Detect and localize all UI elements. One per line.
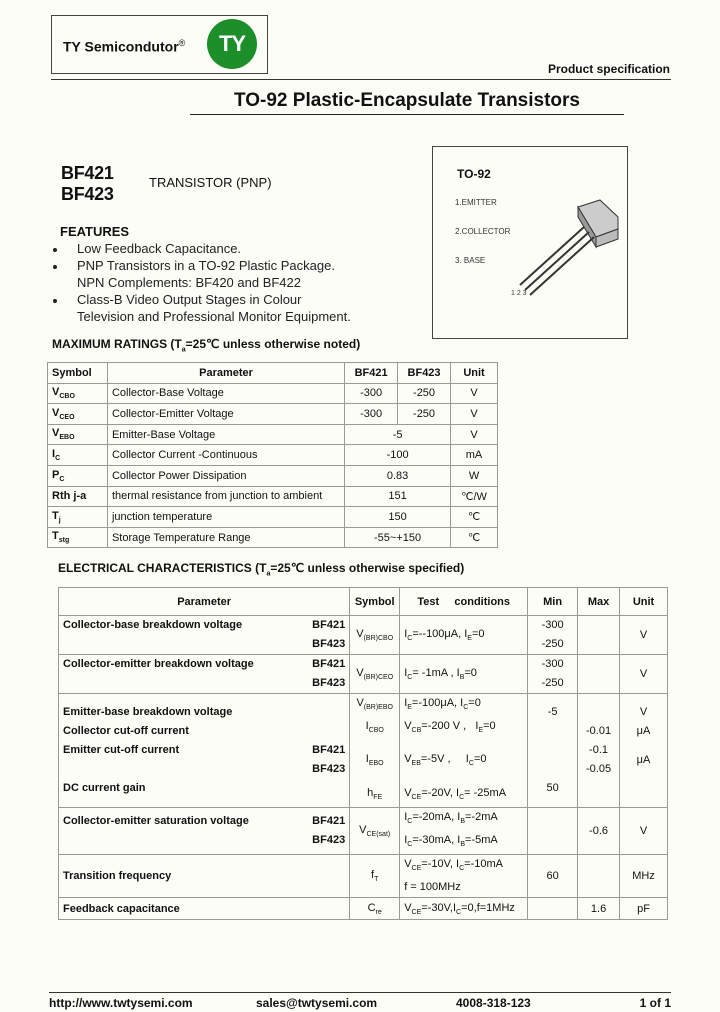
col-header: Parameter: [59, 588, 350, 616]
symbol-cell: $V_{CBO}$: [48, 383, 108, 404]
feature-item: Low Feedback Capacitance.: [77, 241, 242, 256]
condition-cell: $I_C=--100\mu A$, $I_E=0$: [400, 616, 528, 655]
unit-cell: mA: [451, 445, 498, 466]
col-header: BF423: [398, 363, 451, 384]
part-number-2: BF423: [61, 184, 114, 204]
col-header: Parameter: [107, 363, 344, 384]
max-cell: [578, 655, 620, 694]
condition-cell: $I_C=-20mA$, $I_B=-2mA$ $I_C=-30mA$, $I_B=-5mA$: [400, 807, 528, 854]
col-header: BF421: [345, 363, 398, 384]
col-header: Symbol: [350, 588, 400, 616]
symbol-cell: $V_{CEO}$: [48, 404, 108, 425]
table-row: [48, 383, 498, 404]
unit-cell: pF: [620, 898, 668, 920]
symbol-cell: $T_j$: [48, 507, 108, 528]
pin-label: 2.COLLECTOR: [455, 227, 511, 236]
min-cell: [528, 898, 578, 920]
table-row: [48, 465, 498, 486]
unit-cell: V: [451, 424, 498, 445]
electrical-heading: ELECTRICAL CHARACTERISTICS ($T_a=25℃$ unless otherwise specified): [58, 561, 465, 578]
table-row: [59, 807, 668, 854]
value-cell: -250: [398, 404, 451, 425]
col-header: Unit: [451, 363, 498, 384]
parameter-cell: thermal resistance from junction to ambient: [107, 486, 344, 507]
features-heading: FEATURES: [60, 224, 130, 239]
table-row: [59, 855, 668, 898]
symbol-cell: $P_C$: [48, 465, 108, 486]
value-cell: 151: [345, 486, 451, 507]
company-logo: TY: [207, 19, 257, 69]
unit-cell: V: [451, 383, 498, 404]
package-title: TO-92: [457, 167, 491, 181]
unit-cell: ℃: [451, 507, 498, 528]
parameter-cell: Storage Temperature Range: [107, 527, 344, 548]
electrical-table: [58, 587, 668, 920]
to92-package-icon: [500, 195, 620, 305]
col-header: Symbol: [48, 363, 108, 384]
company-name: TY Semicondutor®: [63, 38, 186, 55]
value-cell: -5: [345, 424, 451, 445]
footer-email[interactable]: sales@twtysemi.com: [256, 996, 378, 1010]
symbol-cell: $V_{(BR)CEO}$: [350, 655, 400, 694]
symbol-cell: $V_{EBO}$: [48, 424, 108, 445]
bullet: [53, 265, 57, 269]
unit-cell: V: [620, 616, 668, 655]
value-cell: -55~+150: [345, 527, 451, 548]
feature-item: Television and Professional Monitor Equipment.: [77, 309, 351, 324]
table-row: [59, 616, 668, 655]
value-cell: 0.83: [345, 465, 451, 486]
condition-cell: $I_E=-100\mu A$, $I_C=0$ $V_{CB}=-200$ V , $I_E=0$ $V_{EB}=-5V$ , $I_C=0$ $V_{CE}=-20V$, $I_C= -25mA$: [400, 694, 528, 808]
max-cell: -0.01 -0.1 -0.05: [578, 694, 620, 808]
parameter-cell: Feedback capacitance: [59, 898, 350, 920]
unit-cell: V: [620, 655, 668, 694]
condition-cell: $V_{CE}=-30V,I_C=0,f=1MHz$: [400, 898, 528, 920]
part-number-1: BF421: [61, 163, 114, 183]
value-cell: -300: [345, 383, 398, 404]
condition-cell: $V_{CE}=-10V$, $I_C=-10mA$ f = 100MHz: [400, 855, 528, 898]
unit-cell: ℃/W: [451, 486, 498, 507]
table-row: [48, 404, 498, 425]
min-cell: [528, 807, 578, 854]
col-header: Min: [528, 588, 578, 616]
symbol-cell: $T_{stg}$: [48, 527, 108, 548]
max-ratings-heading: MAXIMUM RATINGS ($T_a=25℃$ unless otherwise noted): [52, 337, 361, 354]
parameter-cell: Emitter-base breakdown voltage Collector cut-off current Emitter cut-off current DC current gain BF421 BF423: [59, 694, 350, 808]
unit-cell: V: [620, 807, 668, 854]
max-ratings-table: [47, 362, 498, 548]
transistor-type: TRANSISTOR (PNP): [149, 175, 272, 190]
table-row: [48, 424, 498, 445]
bullet: [53, 248, 57, 252]
value-cell: -250: [398, 383, 451, 404]
symbol-cell: $f_T$: [350, 855, 400, 898]
unit-cell: V: [451, 404, 498, 425]
page-number: 1 of 1: [639, 996, 671, 1010]
value-cell: -300: [345, 404, 398, 425]
page-title: TO-92 Plastic-Encapsulate Transistors: [190, 90, 624, 115]
bullet: [53, 299, 57, 303]
table-row: [59, 898, 668, 920]
symbol-cell: $I_C$: [48, 445, 108, 466]
unit-cell: MHz: [620, 855, 668, 898]
feature-item: Class-B Video Output Stages in Colour: [77, 292, 302, 307]
parameter-cell: Collector-emitter saturation voltage BF421 BF423: [59, 807, 350, 854]
pin-label: 3. BASE: [455, 256, 486, 265]
max-cell: -0.6: [578, 807, 620, 854]
parameter-cell: Transition frequency: [59, 855, 350, 898]
min-cell: 60: [528, 855, 578, 898]
unit-cell: W: [451, 465, 498, 486]
parameter-cell: Collector-Emitter Voltage: [107, 404, 344, 425]
col-header: Test conditions: [400, 588, 528, 616]
parameter-cell: Collector-base breakdown voltage BF421 BF423: [59, 616, 350, 655]
col-header: Unit: [620, 588, 668, 616]
table-row: [48, 527, 498, 548]
parameter-cell: Collector Power Dissipation: [107, 465, 344, 486]
table-row: [48, 445, 498, 466]
parameter-cell: Collector-emitter breakdown voltage BF421 BF423: [59, 655, 350, 694]
max-cell: [578, 616, 620, 655]
table-row: [59, 694, 668, 808]
symbol-cell: $C_{re}$: [350, 898, 400, 920]
min-cell: -5 50: [528, 694, 578, 808]
max-cell: 1.6: [578, 898, 620, 920]
symbol-cell: $V_{CE(sat)}$: [350, 807, 400, 854]
footer-rule: [49, 992, 671, 993]
parameter-cell: Emitter-Base Voltage: [107, 424, 344, 445]
footer-url[interactable]: http://www.twtysemi.com: [49, 996, 193, 1010]
pin-label: 1.EMITTER: [455, 198, 497, 207]
unit-cell: ℃: [451, 527, 498, 548]
min-cell: -300 -250: [528, 655, 578, 694]
feature-item: NPN Complements: BF420 and BF422: [77, 275, 301, 290]
pin-numbers: 1 2 3: [511, 290, 527, 297]
table-row: [48, 507, 498, 528]
col-header: Max: [578, 588, 620, 616]
value-cell: -100: [345, 445, 451, 466]
parameter-cell: junction temperature: [107, 507, 344, 528]
min-cell: -300 -250: [528, 616, 578, 655]
spec-label: Product specification: [547, 62, 670, 76]
symbol-cell: Rth j-a: [48, 486, 108, 507]
symbol-cell: $V_{(BR)CBO}$: [350, 616, 400, 655]
feature-item: PNP Transistors in a TO-92 Plastic Package.: [77, 258, 335, 273]
table-row: [48, 486, 498, 507]
parameter-cell: Collector Current -Continuous: [107, 445, 344, 466]
table-row: [59, 655, 668, 694]
symbol-cell: $V_{(BR)EBO}$ $I_{CBO}$ $I_{EBO}$ $h_{FE}$: [350, 694, 400, 808]
max-cell: [578, 855, 620, 898]
condition-cell: $I_C= -1mA$ , $I_B=0$: [400, 655, 528, 694]
value-cell: 150: [345, 507, 451, 528]
parameter-cell: Collector-Base Voltage: [107, 383, 344, 404]
header-rule: [51, 79, 671, 80]
unit-cell: V μA μA: [620, 694, 668, 808]
footer-phone: 4008-318-123: [456, 996, 531, 1010]
